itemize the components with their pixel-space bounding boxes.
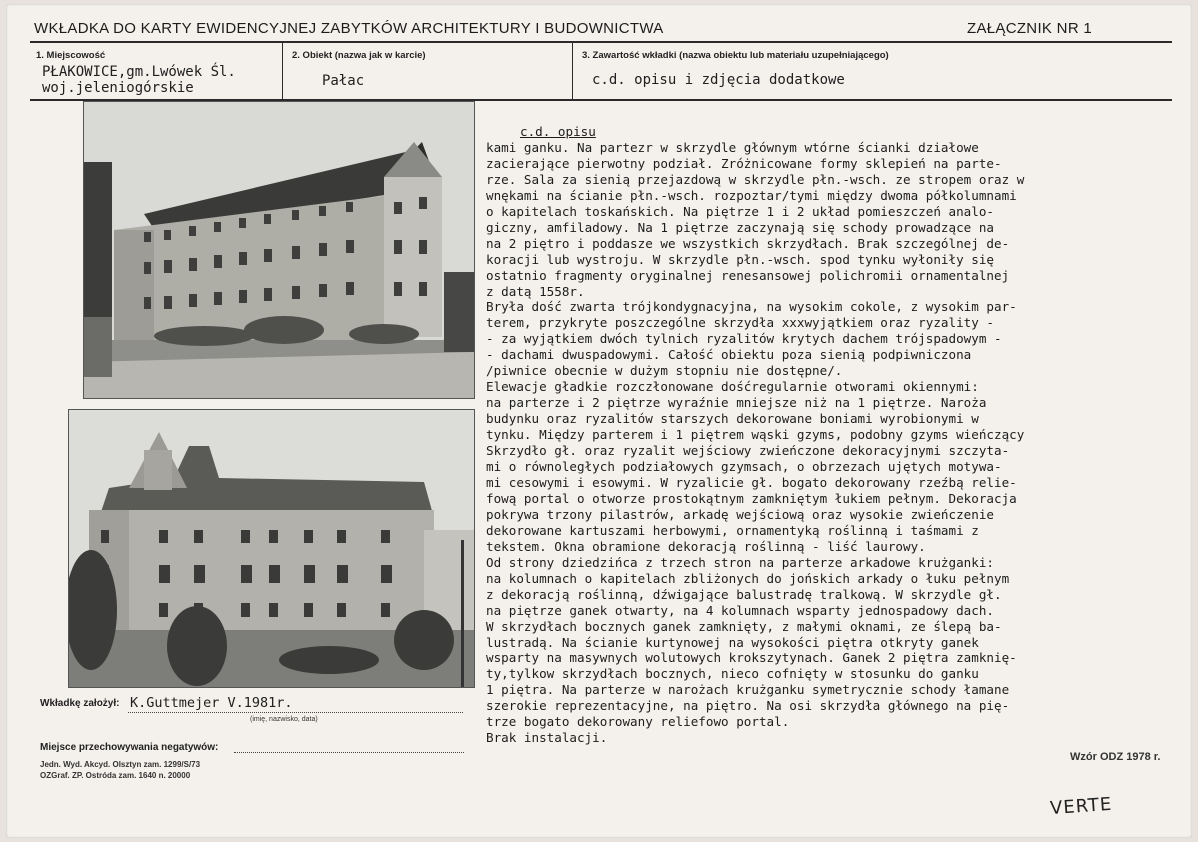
description-line: - za wyjątkiem dwóch tylnich ryzalitów krytych dachem trójspadowym - [486, 331, 1002, 347]
description-line: budynku oraz ryzalitów starszych dekorowane boniami wyrobionymi w [486, 411, 979, 427]
description-line: fową portal o otworze prostokątnym zamkniętym łukiem pełnym. Dekoracja [486, 490, 1017, 506]
field-divider-2 [572, 42, 573, 99]
description-line: mi o równoległych podziałowych gzymsach, o obrzezach ujętych motywa- [486, 459, 1002, 475]
insert-author-hint: (imię, nazwisko, data) [250, 716, 318, 723]
field-divider-1 [282, 42, 283, 99]
insert-author-label: Wkładkę założył: [40, 698, 120, 709]
object-value: Pałac [322, 73, 365, 89]
description-line: z dekoracją roślinną, dźwigające balustradę tralkową. W skrzydle gł. [486, 586, 1002, 602]
description-line: wnękami na ścianie płn.-wsch. rozpoztar/tymi między dwoma półkolumnami [486, 187, 1017, 203]
description-line: na parterze i 2 piętrze wyraźnie mniejsze niż na 1 piętrze. Naroża [486, 395, 987, 411]
description-line: Brak instalacji. [486, 730, 608, 746]
print-note-line-1: Jedn. Wyd. Akcyd. Olsztyn zam. 1299/S/73 [40, 760, 201, 769]
description-line: ostatnio fragmenty oryginalnej renesansowej polichromii ornamentalnej [486, 267, 1010, 283]
description-line: dekorowane kartuszami herbowymi, ornamentyką roślinną i taśmami z [486, 522, 979, 538]
description-line: wsparty na masywnych wolutowych krokszytynach. Ganek 2 piętra zamknię- [486, 650, 1017, 666]
locality-value-line-2: woj.jeleniogórskie [42, 80, 194, 96]
description-line: Skrzydło gł. oraz ryzalit wejściowy zwieńczone dekoracyjnymi szczyta- [486, 443, 1010, 459]
annex-number: ZAŁĄCZNIK NR 1 [967, 20, 1093, 37]
description-line: mi cesowymi i esowymi. W ryzalicie gł. bogato dekorowany rzeźbą relie- [486, 474, 1017, 490]
description-line: o kapitelach toskańskich. Na piętrze 1 i 2 układ pomieszczeń analo- [486, 203, 994, 219]
building-photo-1 [83, 101, 475, 399]
description-line: terem, przykryte poszczególne skrzydła xxxwyjątkiem oraz ryzality - [486, 315, 994, 331]
description-line: lustradą. Na ścianie kurtynowej na wysokości piętra otkryty ganek [486, 634, 979, 650]
form-title: WKŁADKA DO KARTY EWIDENCYJNEJ ZABYTKÓW ARCHITEKTURY I BUDOWNICTWA [34, 20, 664, 37]
locality-value-line-1: PŁAKOWICE,gm.Lwówek Śl. [42, 64, 236, 80]
description-line: ty,tylkow skrzydłach bocznych, nieco cofnięty w stosunku do ganku [486, 666, 979, 682]
description-line: koracji lub wystroju. W skrzydle płn.-wsch. spod tynku wyłoniły się [486, 251, 994, 267]
description-line: rze. Sala za sienią przejazdową w skrzydle płn.-wsch. ze stropem oraz w [486, 171, 1025, 187]
description-line: na 2 piętro i poddasze we wszystkich skrzydłach. Brak szczególnej de- [486, 235, 1010, 251]
description-line: W skrzydłach bocznych ganek zamknięty, z małymi oknami, ze ślepą ba- [486, 618, 1002, 634]
description-line: na kolumnach o kapitelach zbliżonych do jońskich arkady o łuku pełnym [486, 570, 1010, 586]
description-line: tynku. Między parterem i 1 piętrem wąski gzyms, podobny gzyms wieńczący [486, 427, 1025, 443]
locality-label: 1. Miejscowość [36, 50, 106, 61]
description-line: tekstem. Okna obramione dekoracją roślinną - liść laurowy. [486, 538, 926, 554]
description-line: Od strony dziedzińca z trzech stron na parterze arkadowe krużganki: [486, 554, 994, 570]
description-line: szerokie reprezentacyjne, na piętro. Na osi skrzydła głównego na pię- [486, 698, 1010, 714]
description-heading: c.d. opisu [520, 124, 596, 139]
insert-author-line [128, 712, 463, 713]
description-line: Bryła dość zwarta trójkondygnacyjna, na wysokim cokole, z wysokim par- [486, 299, 1017, 315]
building-photo-2 [68, 409, 475, 688]
header-rule [30, 41, 1172, 43]
description-line: - dachami dwuspadowymi. Całość obiektu poza sienią podpiwniczona [486, 347, 972, 363]
print-note-line-2: OZGraf. ZP. Ostróda zam. 1640 n. 20000 [40, 771, 191, 780]
form-version-stamp: Wzór ODZ 1978 r. [1070, 751, 1161, 763]
description-line: z datą 1558r. [486, 283, 585, 299]
description-line: pokrywa trzony pilastrów, arkadę wejściową oraz wysokie zwieńczenie [486, 506, 994, 522]
description-line: zacierające pierwotny podział. Zróżnicowane formy sklepień na parte- [486, 155, 1002, 171]
description-line: trze bogato dekorowany reliefowo portal. [486, 714, 790, 730]
insert-author-value: K.Guttmejer V.1981r. [130, 695, 293, 711]
description-line: 1 piętra. Na parterze w narożach krużganku symetrycznie schody łamane [486, 682, 1010, 698]
description-line: kami ganku. Na partezr w skrzydle głównym wtórne ścianki działowe [486, 139, 979, 155]
description-lines [486, 140, 1024, 745]
description-text [486, 124, 1196, 746]
contents-label: 3. Zawartość wkładki (nazwa obiektu lub materiału uzupełniającego) [582, 50, 889, 61]
negatives-storage-line [234, 752, 464, 753]
description-line: Elewacje gładkie rozczłonowane dośćregularnie otworami okiennymi: [486, 379, 979, 395]
description-line: na piętrze ganek otwarty, na 4 kolumnach wsparty jednospadowy dach. [486, 602, 994, 618]
negatives-storage-label: Miejsce przechowywania negatywów: [40, 742, 219, 753]
description-line: /piwnice obecnie w dużym stopniu nie dostępne/. [486, 363, 843, 379]
object-label: 2. Obiekt (nazwa jak w karcie) [292, 50, 426, 61]
description-line: giczny, amfiladowy. Na 1 piętrze zaczynają się schody prowadzące na [486, 219, 994, 235]
contents-value: c.d. opisu i zdjęcia dodatkowe [592, 72, 845, 88]
verte-note: VERTE [1049, 793, 1113, 820]
